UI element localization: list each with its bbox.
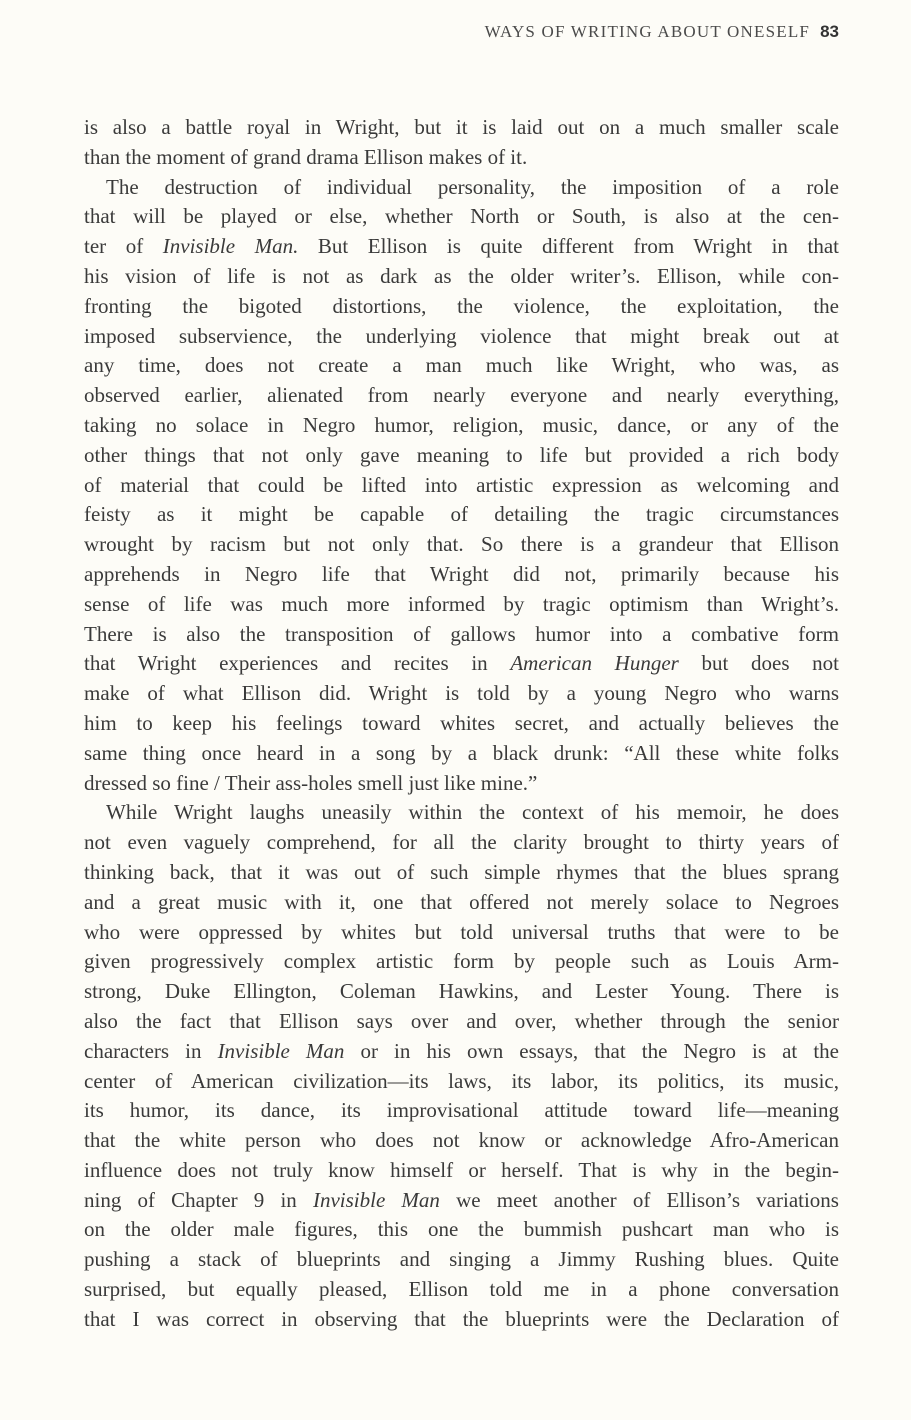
text-run: pushing a stack of blueprints and singing a Jimmy Rushing blues. Quite bbox=[84, 1247, 839, 1272]
text-line bbox=[84, 202, 839, 232]
text-line bbox=[84, 620, 839, 650]
text-line bbox=[84, 918, 839, 948]
text-run: that will be played or else, whether North or South, is also at the cen- bbox=[84, 204, 839, 229]
text-run: we meet another of Ellison’s variations bbox=[439, 1187, 839, 1212]
text-run: him to keep his feelings toward whites secret, and actually believes the bbox=[84, 710, 839, 735]
text-run: given progressively complex artistic form by people such as Louis Arm- bbox=[84, 949, 839, 974]
text-line bbox=[84, 500, 839, 530]
text-run: other things that not only gave meaning to life but provided a rich body bbox=[84, 442, 839, 467]
text-run: sense of life was much more informed by tragic optimism than Wright’s. bbox=[84, 591, 839, 616]
text-line bbox=[84, 441, 839, 471]
italic-title: Invisible Man bbox=[217, 1038, 345, 1063]
text-run: characters in bbox=[84, 1038, 218, 1063]
body-text bbox=[84, 113, 839, 1335]
paragraph bbox=[84, 798, 839, 1334]
text-run: not even vaguely comprehend, for all the clarity brought to thirty years of bbox=[84, 830, 839, 855]
text-line bbox=[84, 1215, 839, 1245]
running-head bbox=[485, 22, 839, 42]
text-run: of material that could be lifted into artistic expression as welcoming and bbox=[84, 472, 839, 497]
text-line bbox=[84, 858, 839, 888]
text-run: dressed so fine / Their ass-holes smell just like mine.” bbox=[84, 770, 538, 795]
italic-title: American Hunger bbox=[510, 651, 679, 676]
text-run: that Wright experiences and recites in bbox=[84, 651, 511, 676]
italic-title: Invisible Man bbox=[312, 1187, 440, 1212]
text-run: observed earlier, alienated from nearly everyone and nearly everything, bbox=[84, 383, 839, 408]
text-run: wrought by racism but not only that. So there is a grandeur that Ellison bbox=[84, 532, 839, 557]
text-line bbox=[84, 411, 839, 441]
text-line bbox=[84, 590, 839, 620]
text-line bbox=[84, 1037, 839, 1067]
text-line bbox=[84, 471, 839, 501]
text-line bbox=[84, 977, 839, 1007]
text-run: on the older male figures, this one the bummish pushcart man who is bbox=[84, 1217, 839, 1242]
text-run: also the fact that Ellison says over and over, whether through the senior bbox=[84, 1008, 839, 1033]
text-line bbox=[84, 1305, 839, 1335]
text-line bbox=[84, 769, 839, 799]
text-run: apprehends in Negro life that Wright did not, primarily because his bbox=[84, 561, 839, 586]
text-run: ning of Chapter 9 in bbox=[84, 1187, 313, 1212]
text-line bbox=[84, 262, 839, 292]
text-run: There is also the transposition of gallows humor into a combative form bbox=[84, 621, 839, 646]
text-run: same thing once heard in a song by a black drunk: “All these white folks bbox=[84, 740, 839, 765]
text-run: is also a battle royal in Wright, but it is laid out on a much smaller scale bbox=[84, 115, 839, 139]
text-run: center of American civilization—its laws, its labor, its politics, its music, bbox=[84, 1068, 839, 1093]
text-run: fronting the bigoted distortions, the violence, the exploitation, the bbox=[84, 293, 839, 318]
text-run: that the white person who does not know or acknowledge Afro-American bbox=[84, 1128, 839, 1153]
text-line bbox=[84, 888, 839, 918]
text-line bbox=[84, 1275, 839, 1305]
text-run: but does not bbox=[678, 651, 840, 676]
text-line bbox=[84, 1156, 839, 1186]
text-line bbox=[84, 1245, 839, 1275]
text-line bbox=[84, 828, 839, 858]
page-number: 83 bbox=[820, 22, 839, 41]
text-line bbox=[84, 1067, 839, 1097]
text-run: than the moment of grand drama Ellison makes of it. bbox=[84, 144, 528, 169]
paragraph bbox=[84, 173, 839, 799]
italic-title: Invisible Man. bbox=[162, 234, 299, 259]
text-run: The destruction of individual personality, the imposition of a role bbox=[106, 174, 839, 199]
running-head-title: WAYS OF WRITING ABOUT ONESELF bbox=[484, 22, 811, 41]
text-run: feisty as it might be capable of detailing the tragic circumstances bbox=[84, 502, 839, 527]
text-line bbox=[84, 351, 839, 381]
text-run: taking no solace in Negro humor, religion, music, dance, or any of the bbox=[84, 412, 839, 437]
text-line bbox=[84, 381, 839, 411]
text-line bbox=[84, 1126, 839, 1156]
text-line bbox=[84, 143, 839, 173]
text-run: or in his own essays, that the Negro is at the bbox=[344, 1038, 839, 1063]
text-line bbox=[84, 1186, 839, 1216]
text-line bbox=[84, 113, 839, 143]
text-run: its humor, its dance, its improvisational attitude toward life—meaning bbox=[84, 1098, 839, 1123]
text-run: make of what Ellison did. Wright is told by a young Negro who warns bbox=[84, 681, 839, 706]
text-run: and a great music with it, one that offered not merely solace to Negroes bbox=[84, 889, 839, 914]
text-run: who were oppressed by whites but told universal truths that were to be bbox=[84, 919, 839, 944]
text-run: While Wright laughs uneasily within the context of his memoir, he does bbox=[106, 800, 839, 825]
text-line bbox=[84, 292, 839, 322]
text-line bbox=[84, 649, 839, 679]
text-line bbox=[84, 679, 839, 709]
text-run: his vision of life is not as dark as the older writer’s. Ellison, while con- bbox=[84, 263, 839, 288]
text-run: surprised, but equally pleased, Ellison told me in a phone conversation bbox=[84, 1277, 839, 1302]
text-run: But Ellison is quite different from Wright in that bbox=[298, 234, 839, 259]
text-line bbox=[84, 232, 839, 262]
text-run: ter of bbox=[84, 234, 163, 259]
text-line bbox=[84, 173, 839, 203]
text-line bbox=[84, 798, 839, 828]
text-run: that I was correct in observing that the blueprints were the Declaration of bbox=[84, 1306, 839, 1331]
text-line bbox=[84, 709, 839, 739]
text-run: imposed subservience, the underlying violence that might break out at bbox=[84, 323, 839, 348]
text-line bbox=[84, 947, 839, 977]
text-line bbox=[84, 1096, 839, 1126]
text-line bbox=[84, 322, 839, 352]
paragraph bbox=[84, 113, 839, 173]
text-line bbox=[84, 530, 839, 560]
text-run: thinking back, that it was out of such simple rhymes that the blues sprang bbox=[84, 859, 839, 884]
text-line bbox=[84, 1007, 839, 1037]
text-line bbox=[84, 560, 839, 590]
text-line bbox=[84, 739, 839, 769]
text-run: any time, does not create a man much like Wright, who was, as bbox=[84, 353, 839, 378]
text-run: strong, Duke Ellington, Coleman Hawkins, and Lester Young. There is bbox=[84, 979, 839, 1004]
text-run: influence does not truly know himself or herself. That is why in the begin- bbox=[84, 1157, 839, 1182]
